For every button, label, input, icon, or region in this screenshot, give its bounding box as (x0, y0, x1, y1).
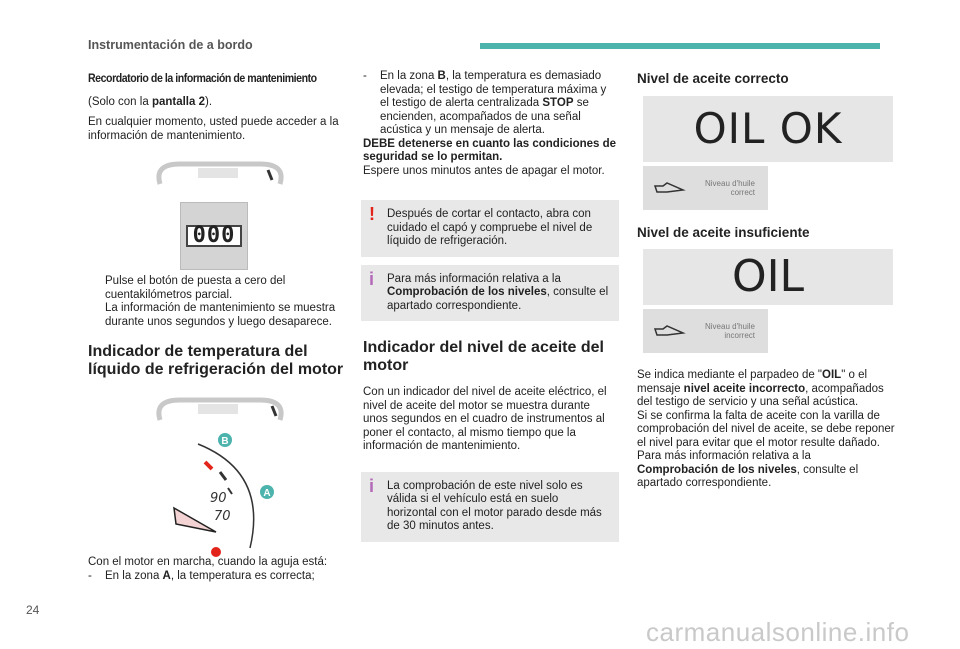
gauge-label-b: B (221, 436, 229, 447)
wait-text: Espere unos minutos antes de apagar el motor. (363, 164, 605, 177)
gauge-70: 70 (214, 509, 231, 524)
header-rule (480, 43, 880, 49)
zone-a-text (105, 570, 315, 584)
oil-low-small-line-2: incorrect (724, 331, 756, 340)
zone-b-text-2: se encienden, acompañados de una señal acústica y un mensaje de alerta. (380, 97, 589, 136)
oil-low-mid: " o el mensaje (637, 369, 868, 395)
oil-level-heading: Indicador del nivel de aceite del motor (363, 339, 604, 374)
oil-confirm-text: Si se confirma la falta de aceite con la varilla de comprobación del nivel de aceite, se debe reponer el nivel para evitar que el motor resulte dañado. (637, 409, 895, 449)
info1-suffix: , consulte el apartado correspondiente. (387, 286, 609, 312)
odometer-display: 000 (186, 225, 243, 247)
gauge-needle (174, 508, 216, 532)
reset-line-2: La información de mantenimiento se muestra durante unos segundos y luego desaparece. (105, 302, 336, 328)
oil-ok-small-display (643, 166, 768, 210)
gauge-label-a: A (263, 488, 271, 499)
oil-low-oil: OIL (822, 369, 842, 381)
oil-ok-small-line-2: correct (730, 187, 756, 197)
oil-low-small-display (643, 309, 768, 353)
needle-intro: Con el motor en marcha, cuando la aguja está: (88, 556, 328, 568)
gauge-90: 90 (210, 491, 227, 506)
zone-a-dash: - (88, 569, 92, 582)
oil-more-bold: Comprobación de los niveles (637, 463, 797, 476)
section-title: Instrumentación de a bordo (88, 38, 253, 52)
oil-ok-heading: Nivel de aceite correcto (637, 71, 789, 86)
needle-text (88, 556, 344, 583)
oil-ok-small-line-1: Niveau d'huile (705, 178, 756, 188)
maintenance-access-text: En cualquier momento, usted puede acceder a la información de mantenimiento. (88, 116, 339, 142)
column-3 (637, 70, 895, 491)
info-box-1 (361, 265, 619, 322)
column-2 (363, 70, 617, 550)
reset-instruction (88, 275, 344, 390)
info2-text: La comprobación de este nivel solo es válida si el vehículo está en suelo horizontal con el motor parado desde más de 30 minutos antes. (387, 479, 602, 532)
oil-low-rest: , acompañados del testigo de servicio y una señal acústica. (637, 382, 884, 408)
oil-low-small-line-1: Niveau d'huile (705, 322, 756, 331)
screen-note-suffix: ). (205, 95, 213, 108)
oil-can-icon-2 (653, 323, 687, 339)
odometer-reset-panel (180, 202, 248, 270)
bullet-mark (88, 275, 105, 329)
screen-note (88, 96, 344, 110)
page-number: 24 (26, 603, 40, 617)
coolant-temp-heading: Indicador de temperatura del líquido de refrigeración del motor (88, 343, 344, 378)
info-icon-2: i (369, 475, 375, 496)
zone-b-text-1: , la temperatura es demasiado elevada; el testigo de temperatura máxima y el testigo de alerta centralizada (380, 70, 607, 109)
zone-a-suffix: , la temperatura es correcta; (170, 569, 315, 582)
oil-low-message: nivel aceite incorrecto (683, 382, 806, 395)
zone-b-item (363, 70, 617, 138)
zone-b-bold: B (437, 70, 446, 82)
oil-level-text: Con un indicador del nivel de aceite eléctrico, el nivel de aceite del motor se muestra durante unos segundos en el cuadro de instrumentos al poner el contacto, al mismo tiempo que la información de mantenimiento. (363, 386, 607, 452)
must-stop-text: DEBE detenerse en cuanto las condiciones de seguridad se lo permitan. (363, 137, 617, 163)
oil-low-prefix: Se indica mediante el parpadeo de " (637, 369, 823, 381)
screen-note-bold: pantalla 2 (151, 95, 205, 108)
warning-box (361, 200, 619, 257)
oil-low-text (637, 369, 895, 410)
warning-icon: ! (369, 204, 375, 224)
oil-low-display: OIL (643, 249, 893, 305)
reset-line-1: Pulse el botón de puesta a cero del cuentakilómetros parcial. (105, 275, 286, 301)
temperature-gauge (168, 432, 288, 564)
oil-more-suffix: , consulte el apartado correspondiente. (637, 463, 859, 489)
oil-low-heading: Nivel de aceite insuficiente (637, 224, 810, 240)
oil-more-prefix: Para más información relativa a la (637, 450, 811, 462)
instrument-cluster-icon (150, 158, 290, 192)
instrument-cluster-icon-2 (150, 394, 290, 428)
zone-a-prefix: En la zona (105, 569, 163, 582)
info-box-2 (361, 472, 619, 542)
info1-prefix: Para más información relativa a la (387, 272, 561, 285)
zone-b-prefix: En la zona (380, 70, 438, 82)
oil-ok-display: OIL OK (643, 96, 893, 162)
oil-can-icon (653, 180, 687, 196)
zone-a-bold: A (162, 569, 171, 582)
column-1 (88, 70, 344, 582)
info1-bold: Comprobación de los niveles (387, 286, 547, 298)
zone-b-stop: STOP (542, 97, 574, 109)
watermark: carmanualsonline.info (646, 617, 910, 647)
zone-b-dash: - (363, 70, 367, 82)
warning-text: Después de cortar el contacto, abra con cuidado el capó y compruebe el nivel de líquido de refrigeración. (387, 208, 593, 247)
info-icon: i (369, 268, 375, 289)
screen-note-prefix: (Solo con la (88, 95, 152, 108)
maintenance-heading: Recordatorio de la información de mantenimiento (88, 71, 317, 85)
oil-more-info (637, 450, 895, 491)
